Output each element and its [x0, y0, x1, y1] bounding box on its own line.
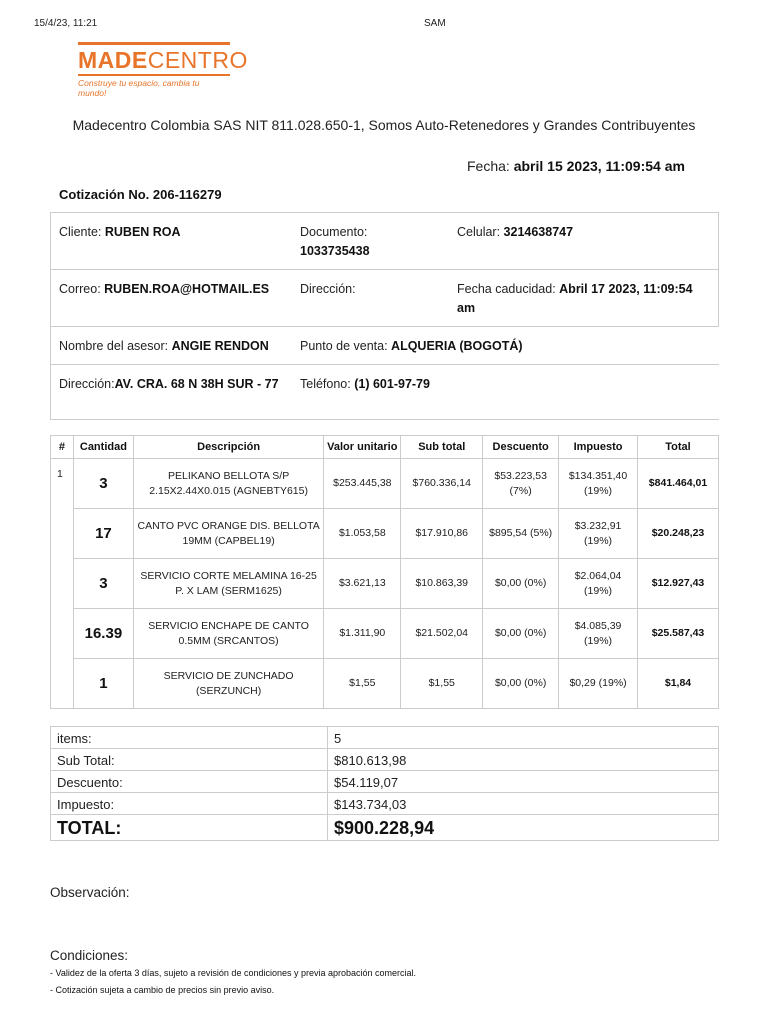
madecentro-logo [78, 42, 248, 98]
col-header-impuesto: Impuesto [559, 436, 638, 459]
item-description: SERVICIO ENCHAPE DE CANTO 0.5MM (SRCANTOS) [133, 609, 323, 659]
pos-label: Punto de venta: [300, 339, 392, 353]
totals-row-tax [51, 793, 719, 815]
item-unit-price: $253.445,38 [324, 459, 401, 509]
item-quantity: 3 [73, 459, 133, 509]
store-address-cell [51, 365, 293, 420]
item-discount: $0,00 (0%) [483, 559, 559, 609]
totals-items-value: 5 [328, 727, 719, 749]
totals-tax-label: Impuesto: [51, 793, 328, 815]
col-header-valor-unitario: Valor unitario [324, 436, 401, 459]
item-description: PELIKANO BELLOTA S/P 2.15X2.44X0.015 (AGNEBTY615) [133, 459, 323, 509]
company-info: Madecentro Colombia SAS NIT 811.028.650-1, Somos Auto-Retenedores y Grandes Contribuyentes [72, 117, 696, 133]
item-subtotal: $1,55 [401, 659, 483, 709]
logo-slogan: Construye tu espacio, cambia tu mundo! [78, 78, 200, 98]
celular-value: 3214638747 [503, 225, 574, 239]
item-discount: $0,00 (0%) [483, 659, 559, 709]
totals-row-items [51, 727, 719, 749]
totals-row-total [51, 815, 719, 841]
logo-brand-bold: MADE [78, 47, 148, 73]
table-row [51, 509, 719, 559]
client-name: RUBEN ROA [104, 225, 181, 239]
item-discount: $53.223,53 (7%) [483, 459, 559, 509]
pos-value: ALQUERIA (BOGOTÁ) [391, 339, 523, 353]
conditions-label: Condiciones: [50, 948, 129, 963]
item-number: 1 [51, 459, 74, 709]
item-tax: $3.232,91 (19%) [559, 509, 638, 559]
totals-discount-label: Descuento: [51, 771, 328, 793]
item-quantity: 17 [73, 509, 133, 559]
col-header-num: # [51, 436, 74, 459]
grand-total-label: TOTAL: [51, 815, 328, 841]
item-unit-price: $1.311,90 [324, 609, 401, 659]
col-header-descuento: Descuento [483, 436, 559, 459]
item-total: $25.587,43 [638, 609, 719, 659]
quote-date-label: Fecha: [467, 158, 514, 174]
logo-bottom-bar [78, 74, 230, 76]
item-quantity: 3 [73, 559, 133, 609]
col-header-descripcion: Descripción [133, 436, 323, 459]
store-address-value: AV. CRA. 68 N 38H SUR - 77 [114, 377, 279, 391]
col-header-total: Total [638, 436, 719, 459]
item-unit-price: $1,55 [324, 659, 401, 709]
condition-item: - Validez de la oferta 3 días, sujeto a revisión de condiciones y previa aprobación comercial. [50, 968, 417, 978]
totals-items-label: items: [51, 727, 328, 749]
item-description: CANTO PVC ORANGE DIS. BELLOTA 19MM (CAPBEL19) [133, 509, 323, 559]
items-header-row [51, 436, 719, 459]
client-info-table [50, 212, 719, 420]
print-title: SAM [424, 18, 446, 29]
store-address-label: Dirección: [59, 377, 115, 391]
item-total: $841.464,01 [638, 459, 719, 509]
table-row [51, 609, 719, 659]
item-quantity: 16.39 [73, 609, 133, 659]
logo-text [78, 47, 248, 73]
telephone-value: (1) 601-97-79 [354, 377, 430, 391]
col-header-cantidad: Cantidad [73, 436, 133, 459]
totals-subtotal-label: Sub Total: [51, 749, 328, 771]
item-description: SERVICIO CORTE MELAMINA 16-25 P. X LAM (SERM1625) [133, 559, 323, 609]
totals-row-subtotal [51, 749, 719, 771]
item-discount: $895,54 (5%) [483, 509, 559, 559]
totals-table [50, 726, 719, 841]
col-header-sub-total: Sub total [401, 436, 483, 459]
table-row [51, 659, 719, 709]
point-of-sale-cell [292, 327, 719, 365]
phone-cell [449, 213, 719, 270]
item-discount: $0,00 (0%) [483, 609, 559, 659]
advisor-value: ANGIE RENDON [171, 339, 269, 353]
item-total: $1,84 [638, 659, 719, 709]
document-value: 1033735438 [300, 244, 370, 258]
client-name-cell [51, 213, 293, 270]
expiry-label: Fecha caducidad: [457, 282, 560, 296]
expiry-cell [449, 270, 719, 327]
totals-tax-value: $143.734,03 [328, 793, 719, 815]
address-cell [292, 270, 449, 327]
quote-number: Cotización No. 206-116279 [59, 187, 222, 202]
logo-brand-thin: CENTRO [147, 47, 248, 73]
item-subtotal: $17.910,86 [401, 509, 483, 559]
item-tax: $2.064,04 (19%) [559, 559, 638, 609]
celular-label: Celular: [457, 225, 504, 239]
email-label: Correo: [59, 282, 105, 296]
item-tax: $4.085,39 (19%) [559, 609, 638, 659]
item-tax: $0,29 (19%) [559, 659, 638, 709]
address-label: Dirección: [300, 282, 356, 296]
item-subtotal: $10.863,39 [401, 559, 483, 609]
telephone-cell [292, 365, 719, 420]
email-cell [51, 270, 293, 327]
document-cell [292, 213, 449, 270]
print-datetime: 15/4/23, 11:21 [34, 18, 98, 29]
document-label: Documento: [300, 225, 368, 239]
quote-date [467, 158, 685, 174]
email-value: RUBEN.ROA@HOTMAIL.ES [104, 282, 270, 296]
item-subtotal: $760.336,14 [401, 459, 483, 509]
telephone-label: Teléfono: [300, 377, 355, 391]
item-total: $20.248,23 [638, 509, 719, 559]
item-total: $12.927,43 [638, 559, 719, 609]
totals-discount-value: $54.119,07 [328, 771, 719, 793]
table-row [51, 559, 719, 609]
condition-item: - Cotización sujeta a cambio de precios sin previo aviso. [50, 985, 275, 995]
item-quantity: 1 [73, 659, 133, 709]
item-unit-price: $3.621,13 [324, 559, 401, 609]
items-table [50, 435, 719, 709]
item-unit-price: $1.053,58 [324, 509, 401, 559]
client-name-label: Cliente: [59, 225, 105, 239]
advisor-label: Nombre del asesor: [59, 339, 172, 353]
totals-subtotal-value: $810.613,98 [328, 749, 719, 771]
advisor-cell [51, 327, 293, 365]
item-subtotal: $21.502,04 [401, 609, 483, 659]
item-description: SERVICIO DE ZUNCHADO (SERZUNCH) [133, 659, 323, 709]
logo-top-bar [78, 42, 230, 45]
table-row [51, 459, 719, 509]
grand-total-value: $900.228,94 [328, 815, 719, 841]
totals-row-discount [51, 771, 719, 793]
observation-label: Observación: [50, 885, 130, 900]
quote-date-value: abril 15 2023, 11:09:54 am [513, 158, 685, 174]
item-tax: $134.351,40 (19%) [559, 459, 638, 509]
expiry-value: Abril 17 2023, 11:09:54 am [457, 282, 693, 315]
